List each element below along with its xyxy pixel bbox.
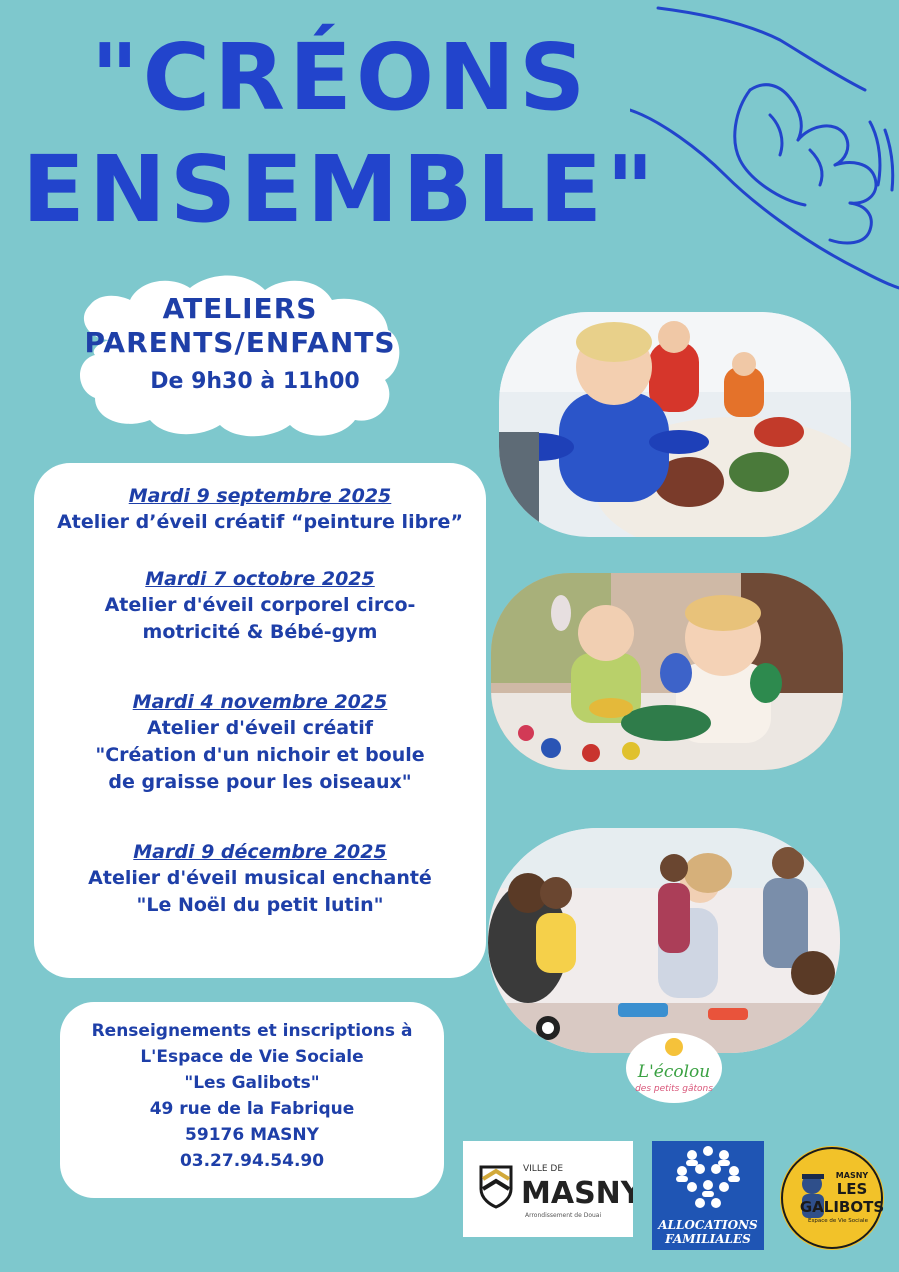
- cloud-hours: De 9h30 à 11h00: [150, 369, 360, 394]
- cloud-heading-2: PARENTS/ENFANTS: [84, 326, 396, 359]
- event-3: [34, 689, 486, 796]
- fist-bump-illustration: [630, 0, 899, 290]
- ecolou-name: L'écolou: [637, 1062, 711, 1082]
- event-description: Atelier d'éveil musical enchanté: [88, 867, 432, 889]
- galibots-top: MASNY: [835, 1171, 869, 1180]
- photo-kids-paint-hands: [491, 573, 843, 770]
- cloud-heading-1: ATELIERS: [162, 292, 318, 325]
- masny-name: MASNY: [521, 1176, 633, 1211]
- info-city: 59176 MASNY: [185, 1125, 319, 1145]
- event-date: Mardi 9 décembre 2025: [133, 841, 387, 863]
- event-description: motricité & Bébé-gym: [142, 621, 378, 643]
- galibots-logo: [780, 1146, 884, 1250]
- photo-music-family: [488, 828, 840, 1053]
- ecolou-subtitle: des petits gâtons: [635, 1084, 713, 1094]
- info-card: [60, 1002, 444, 1198]
- info-line: L'Espace de Vie Sociale: [140, 1047, 364, 1067]
- caf-line-1: ALLOCATIONS: [658, 1218, 758, 1232]
- event-1: [34, 483, 486, 536]
- event-description: "Le Noël du petit lutin": [136, 894, 384, 916]
- event-4: [34, 839, 486, 919]
- info-address: 49 rue de la Fabrique: [149, 1099, 355, 1119]
- event-2: [34, 566, 486, 646]
- event-description: Atelier d'éveil créatif: [147, 717, 373, 739]
- event-date: Mardi 4 novembre 2025: [132, 691, 388, 713]
- info-line: "Les Galibots": [184, 1073, 320, 1093]
- masny-small: VILLE DE: [523, 1164, 564, 1174]
- event-description: "Création d'un nichoir et boule: [95, 744, 425, 766]
- galibots-name: GALIBOTS: [799, 1198, 884, 1216]
- caf-logo: [652, 1141, 764, 1250]
- events-card: [34, 463, 486, 978]
- event-date: Mardi 7 octobre 2025: [145, 568, 375, 590]
- event-description: Atelier d'éveil corporel circo-: [104, 594, 416, 616]
- info-phone: 03.27.94.54.90: [179, 1151, 325, 1171]
- event-description: Atelier d’éveil créatif “peinture libre”: [57, 511, 463, 533]
- galibots-les: LES: [836, 1180, 868, 1198]
- galibots-sub: Espace de Vie Sociale: [808, 1218, 868, 1224]
- cloud-text: [80, 292, 400, 400]
- photo-children-painting: [499, 312, 851, 537]
- title-line-1: "CRÉONS: [90, 24, 590, 131]
- masny-sub: Arrondissement de Douai: [525, 1212, 602, 1219]
- title-line-2: ENSEMBLE": [21, 136, 659, 243]
- event-description: de graisse pour les oiseaux": [108, 771, 412, 793]
- masny-logo: [463, 1141, 633, 1237]
- caf-line-2: FAMILIALES: [665, 1232, 751, 1246]
- ecolou-logo: [626, 1033, 722, 1103]
- info-line: Renseignements et inscriptions à: [91, 1021, 413, 1041]
- event-date: Mardi 9 septembre 2025: [128, 485, 392, 507]
